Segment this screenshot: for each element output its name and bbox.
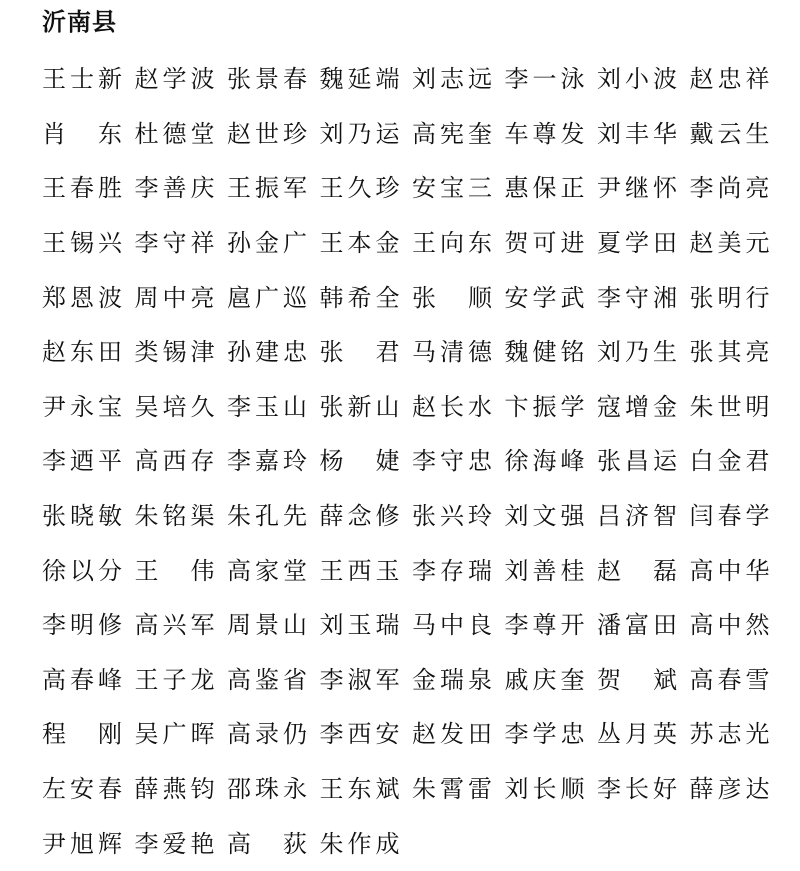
name-text: 白金君 [689,447,770,476]
name-cell [227,434,320,489]
name-text: 李守湘 [597,283,677,312]
name-cell [412,653,505,708]
name-text: 赵世珍 [227,119,307,148]
name-cell [320,52,413,107]
name-text: 朱霄雷 [412,775,492,804]
name-cell [320,270,413,325]
name-cell [227,816,320,871]
name-cell [42,707,135,762]
name-text: 刘丰华 [597,119,677,148]
name-cell [227,52,320,107]
name-cell [320,161,413,216]
name-text: 吴培久 [134,392,215,421]
name-text: 戚庆奎 [504,665,585,694]
name-cell [412,325,505,380]
name-text: 刘小波 [597,65,677,94]
name-text: 尹继怀 [597,174,677,203]
name-text: 张 顺 [412,283,492,312]
name-cell [412,216,505,271]
name-text: 高中然 [689,611,770,640]
name-text: 李学忠 [504,720,585,749]
name-text: 寇增金 [597,392,677,421]
name-cell [505,598,598,653]
name-text: 高录仍 [227,720,307,749]
name-text: 薛彦达 [689,775,770,804]
name-text: 潘富田 [597,611,677,640]
name-cell [320,489,413,544]
name-cell [597,762,690,817]
name-cell [42,653,135,708]
name-cell [227,653,320,708]
name-cell [690,325,783,380]
name-cell [135,434,228,489]
name-text: 夏学田 [597,229,677,258]
name-cell [135,543,228,598]
name-cell [690,380,783,435]
name-cell [690,489,783,544]
name-cell [690,216,783,271]
name-cell [597,52,690,107]
name-text: 张明行 [689,283,770,312]
name-text: 贺可进 [504,229,585,258]
name-cell [135,762,228,817]
name-text: 李嘉玲 [227,447,307,476]
name-text: 李爱艳 [134,829,215,858]
name-text: 车尊发 [504,119,585,148]
name-cell [135,598,228,653]
name-text: 李明修 [42,611,122,640]
name-text: 王春胜 [42,174,122,203]
name-text: 张兴玲 [412,502,492,531]
name-text: 刘长顺 [504,775,585,804]
name-cell [412,52,505,107]
name-cell [227,270,320,325]
name-cell [320,380,413,435]
name-text: 高 荻 [227,829,307,858]
name-text: 高中华 [689,556,770,585]
name-text: 张其亮 [689,338,770,367]
name-text: 王东斌 [319,775,400,804]
name-text: 李一泳 [504,65,585,94]
name-cell [42,107,135,162]
name-cell [135,653,228,708]
name-text: 朱世明 [689,392,770,421]
name-text: 周景山 [227,611,307,640]
name-text: 刘文强 [504,502,585,531]
name-cell [690,598,783,653]
name-cell [505,52,598,107]
name-text: 高春雪 [689,665,770,694]
name-text: 郑恩波 [42,283,122,312]
name-text: 李淑军 [319,665,400,694]
name-cell [42,52,135,107]
name-cell [135,216,228,271]
name-text: 李玉山 [227,392,307,421]
name-cell [505,707,598,762]
name-text: 刘善桂 [504,556,585,585]
name-cell [412,598,505,653]
name-text: 戴云生 [689,119,770,148]
name-text: 马中良 [412,611,492,640]
name-text: 高春峰 [42,665,122,694]
name-text: 李存瑞 [412,556,492,585]
name-cell [320,543,413,598]
name-text: 王本金 [319,229,400,258]
name-cell [42,380,135,435]
name-cell [412,434,505,489]
name-cell [597,380,690,435]
name-text: 扈广巡 [227,283,307,312]
name-cell [320,216,413,271]
name-text: 王久珍 [319,174,400,203]
name-text: 高宪奎 [412,119,492,148]
name-text: 高兴军 [134,611,215,640]
name-cell [227,161,320,216]
name-text: 安宝三 [412,174,492,203]
name-cell [690,52,783,107]
name-text: 金瑞泉 [412,665,492,694]
name-cell [597,216,690,271]
name-text: 孙建忠 [227,338,307,367]
name-text: 徐海峰 [504,447,585,476]
name-cell [505,489,598,544]
name-text: 孙金广 [227,229,307,258]
name-cell [42,816,135,871]
name-cell [690,653,783,708]
name-text: 朱作成 [319,829,400,858]
name-cell [42,270,135,325]
name-text: 王子龙 [134,665,215,694]
name-text: 张新山 [319,392,400,421]
name-cell [690,707,783,762]
name-cell [597,489,690,544]
name-cell [135,380,228,435]
name-cell [505,653,598,708]
name-cell [42,325,135,380]
name-cell [412,270,505,325]
name-cell [320,816,413,871]
name-text: 李尊开 [504,611,585,640]
name-cell [597,270,690,325]
name-cell [227,107,320,162]
name-text: 丛月英 [597,720,677,749]
name-text: 魏延端 [319,65,400,94]
name-text: 薛燕钧 [134,775,215,804]
name-cell [227,598,320,653]
name-cell [42,216,135,271]
name-cell [412,707,505,762]
name-text: 薛念修 [319,502,400,531]
name-text: 李尚亮 [689,174,770,203]
county-title: 沂南县 [42,8,117,36]
name-cell [505,270,598,325]
name-text: 高鉴省 [227,665,307,694]
name-text: 赵东田 [42,338,122,367]
name-cell [690,434,783,489]
name-cell [412,107,505,162]
name-cell [320,434,413,489]
name-text: 刘乃运 [319,119,400,148]
name-cell [505,216,598,271]
name-cell [690,543,783,598]
name-cell [227,216,320,271]
name-text: 马清德 [412,338,492,367]
name-list [42,52,782,871]
name-text: 王士新 [42,65,122,94]
name-cell [597,543,690,598]
name-text: 张景春 [227,65,307,94]
name-cell [412,489,505,544]
name-cell [597,707,690,762]
name-cell [42,161,135,216]
name-cell [505,434,598,489]
name-cell [227,543,320,598]
name-cell [412,161,505,216]
name-cell [597,598,690,653]
name-cell [227,325,320,380]
name-text: 魏健铭 [504,338,585,367]
name-cell [135,52,228,107]
name-cell [135,489,228,544]
name-cell [690,107,783,162]
name-text: 刘志远 [412,65,492,94]
name-cell [135,161,228,216]
name-cell [505,380,598,435]
name-text: 李善庆 [134,174,215,203]
name-cell [505,161,598,216]
name-cell [227,380,320,435]
name-text: 杜德堂 [134,119,215,148]
name-cell [690,762,783,817]
name-text: 赵长水 [412,392,492,421]
name-cell [505,543,598,598]
name-text: 类锡津 [134,338,215,367]
name-text: 李守忠 [412,447,492,476]
name-text: 徐以分 [42,556,122,585]
name-text: 王西玉 [319,556,400,585]
name-text: 朱孔先 [227,502,307,531]
name-text: 李守祥 [134,229,215,258]
name-cell [505,325,598,380]
name-text: 赵 磊 [597,556,677,585]
name-cell [135,107,228,162]
name-text: 赵忠祥 [689,65,770,94]
name-cell [320,762,413,817]
name-text: 邵珠永 [227,775,307,804]
name-cell [412,762,505,817]
name-text: 苏志光 [689,720,770,749]
name-cell [505,107,598,162]
name-cell [597,107,690,162]
name-cell [320,707,413,762]
name-text: 赵学波 [134,65,215,94]
name-text: 安学武 [504,283,585,312]
name-text: 张晓敏 [42,502,122,531]
name-text: 刘玉瑞 [319,611,400,640]
name-cell [505,762,598,817]
name-text: 李长好 [597,775,677,804]
name-cell [42,489,135,544]
name-cell [320,325,413,380]
name-cell [320,107,413,162]
name-cell [412,380,505,435]
name-cell [690,161,783,216]
name-text: 吕济智 [597,502,677,531]
name-text: 李迺平 [42,447,122,476]
name-text: 赵美元 [689,229,770,258]
name-cell [597,325,690,380]
name-cell [42,598,135,653]
name-text: 惠保正 [504,174,585,203]
name-text: 尹永宝 [42,392,122,421]
name-cell [135,325,228,380]
name-text: 李西安 [319,720,400,749]
name-cell [135,707,228,762]
name-text: 王 伟 [134,556,215,585]
name-text: 赵发田 [412,720,492,749]
name-text: 张昌运 [597,447,677,476]
name-text: 闫春学 [689,502,770,531]
name-text: 朱铭渠 [134,502,215,531]
name-cell [690,270,783,325]
name-text: 王向东 [412,229,492,258]
name-text: 高西存 [134,447,215,476]
name-text: 王振军 [227,174,307,203]
name-cell [135,816,228,871]
name-cell [42,762,135,817]
name-text: 左安春 [42,775,122,804]
name-text: 吴广晖 [134,720,215,749]
name-cell [320,653,413,708]
name-cell [227,489,320,544]
name-cell [320,598,413,653]
name-cell [597,161,690,216]
name-text: 韩希全 [319,283,400,312]
name-cell [227,707,320,762]
name-text: 程 刚 [42,720,122,749]
name-text: 贺 斌 [597,665,677,694]
name-text: 高家堂 [227,556,307,585]
name-text: 卞振学 [504,392,585,421]
name-cell [412,543,505,598]
name-cell [597,434,690,489]
name-text: 肖 东 [42,119,122,148]
name-cell [42,434,135,489]
name-text: 张 君 [319,338,400,367]
name-cell [597,653,690,708]
name-cell [135,270,228,325]
name-text: 刘乃生 [597,338,677,367]
name-cell [42,543,135,598]
name-text: 尹旭辉 [42,829,122,858]
name-cell [227,762,320,817]
name-text: 周中亮 [134,283,215,312]
name-text: 杨 婕 [319,447,400,476]
name-text: 王锡兴 [42,229,122,258]
